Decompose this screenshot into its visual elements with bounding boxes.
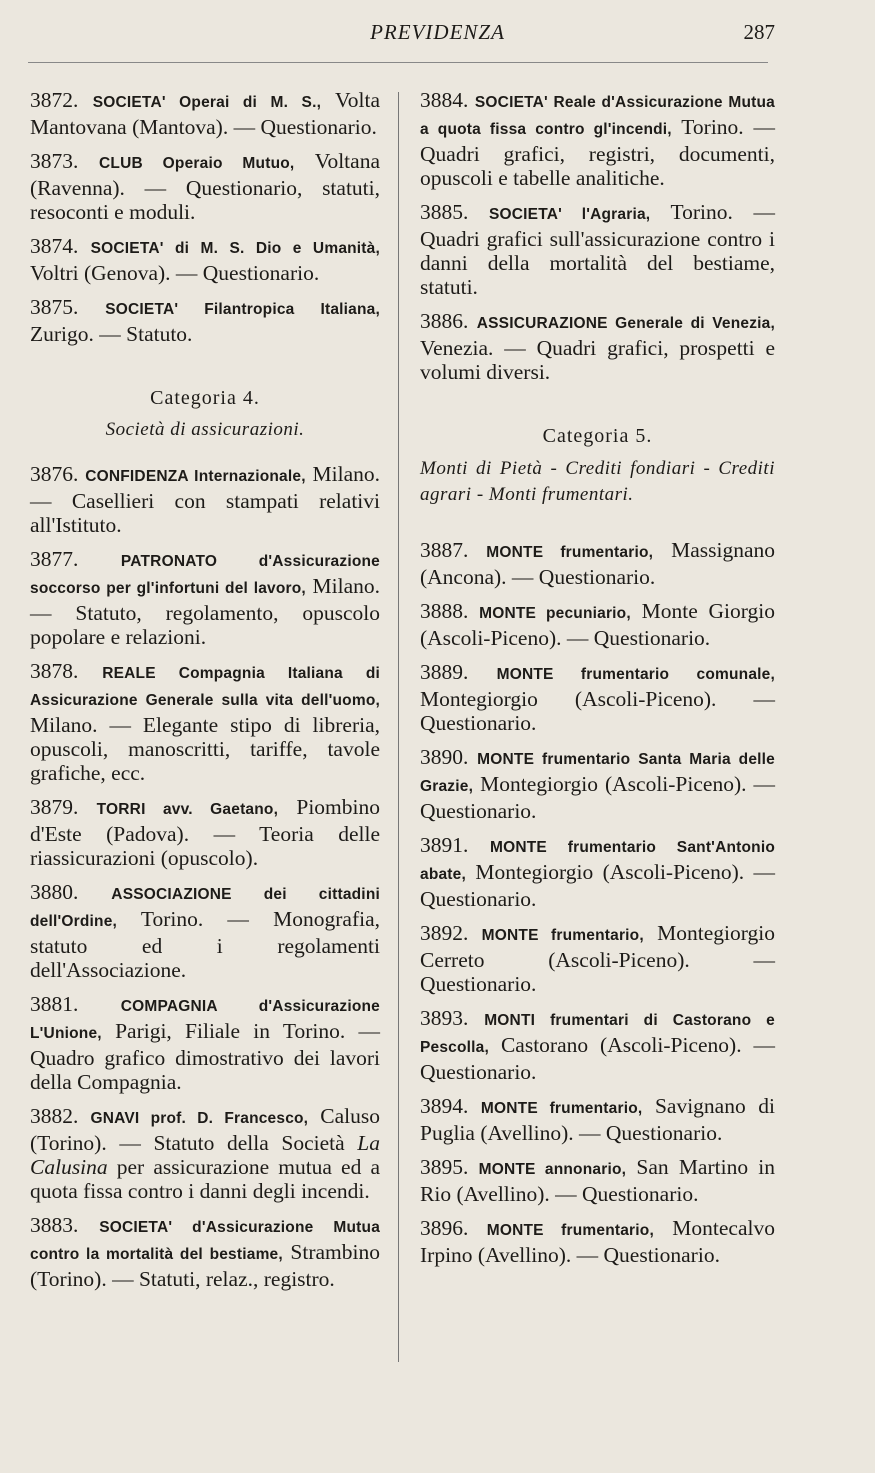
entry-text: San Martino in Rio (Avellino). — Questionario. <box>420 1155 776 1206</box>
entry-number: 3887. <box>420 538 469 562</box>
entry-italic-title: La Calusina <box>30 1131 381 1179</box>
entry-text: Milano. — Casellieri con stampati relativi all'Istituto. <box>30 462 381 537</box>
entry-name: SOCIETA' d'Assicurazione Mutua contro la mortalità del bestiame, <box>30 1219 381 1263</box>
entry-name: MONTE frumentario, <box>486 544 654 561</box>
catalog-entry <box>420 745 775 823</box>
entry-text: Caluso (Torino). — Statuto della Società <box>30 1104 381 1155</box>
entry-number: 3883. <box>30 1213 79 1237</box>
entry-name: REALE Compagnia Italiana di Assicurazione Generale sulla vita dell'uomo, <box>30 665 380 709</box>
entry-text: Parigi, Filiale in Torino. — Quadro grafico dimostrativo dei lavori della Compagnia. <box>30 1019 380 1094</box>
entry-number: 3893. <box>420 1006 469 1030</box>
entry-number: 3880. <box>30 880 79 904</box>
entry-number: 3890. <box>420 745 469 769</box>
category-heading-left: Categoria 4. <box>150 387 260 409</box>
catalog-entry <box>420 309 775 384</box>
entry-text: Milano. — Statuto, regolamento, opuscolo popolare e relazioni. <box>30 574 381 649</box>
entry-number: 3888. <box>420 599 469 623</box>
entry-number: 3877. <box>30 547 79 571</box>
entry-name: MONTE annonario, <box>478 1161 627 1178</box>
entry-text: Massignano (Ancona). — Questionario. <box>420 538 775 589</box>
entry-text: Montegiorgio (Ascoli-Piceno). — Questionario. <box>420 687 775 735</box>
running-title: PREVIDENZA <box>370 20 505 44</box>
category-heading-right: Categoria 5. <box>542 425 653 447</box>
right-entries-top <box>420 88 775 384</box>
entry-name: MONTE frumentario, <box>480 1100 643 1117</box>
entry-text: Voltri (Genova). — Questionario. <box>30 261 320 285</box>
entry-text: Montecalvo Irpino (Avellino). — Questionario. <box>420 1216 775 1267</box>
entry-number: 3881. <box>30 992 79 1016</box>
catalog-entry <box>420 1216 775 1267</box>
catalog-entry <box>30 1104 380 1203</box>
catalog-entry <box>30 295 380 346</box>
catalog-entry <box>420 660 775 735</box>
right-entries-bottom <box>420 538 775 1267</box>
entry-name: PATRONATO d'Assicurazione soccorso per gl'infortuni del lavoro, <box>30 553 380 597</box>
catalog-entry <box>420 833 775 911</box>
entry-text: Savignano di Puglia (Avellino). — Questionario. <box>420 1094 775 1145</box>
catalog-entry <box>30 880 380 982</box>
entry-number: 3896. <box>420 1216 469 1240</box>
entry-name: MONTE frumentario, <box>486 1222 654 1239</box>
right-column <box>420 88 775 1277</box>
catalog-entry <box>30 1213 380 1291</box>
entry-name: CLUB Operaio Mutuo, <box>99 155 295 172</box>
entry-name: SOCIETA' Filantropica Italiana, <box>105 301 380 318</box>
entry-text: Voltana (Ravenna). — Questionario, statuti, resoconti e moduli. <box>30 149 380 224</box>
entry-name: ASSOCIAZIONE dei cittadini dell'Ordine, <box>30 886 380 930</box>
entry-name: TORRI avv. Gaetano, <box>96 801 279 818</box>
entry-text: Torino. — Monografia, statuto ed i regolamenti dell'Associazione. <box>30 907 380 982</box>
catalog-entry <box>30 547 380 649</box>
entry-text: Strambino (Torino). — Statuti, relaz., registro. <box>30 1240 380 1291</box>
catalog-entry <box>30 234 380 285</box>
catalog-entry <box>420 88 775 190</box>
category-subheading-left: Società di assicurazioni. <box>105 419 305 440</box>
catalog-entry <box>420 200 775 299</box>
entry-name: MONTE frumentario comunale, <box>496 666 775 683</box>
entry-number: 3895. <box>420 1155 469 1179</box>
entry-number: 3891. <box>420 833 469 857</box>
entry-number: 3894. <box>420 1094 469 1118</box>
catalog-entry <box>420 1006 775 1084</box>
entry-name: SOCIETA' Reale d'Assicurazione Mutua a quota fissa contro gl'incendi, <box>420 94 776 138</box>
column-divider <box>398 92 399 1362</box>
entry-text: Volta Mantovana (Mantova). — Questionario. <box>30 88 381 139</box>
entry-number: 3878. <box>30 659 79 683</box>
entry-name: GNAVI prof. D. Francesco, <box>90 1110 309 1127</box>
catalog-entry <box>420 599 775 650</box>
entry-number: 3884. <box>420 88 469 112</box>
catalog-entry <box>30 462 380 537</box>
entry-name: MONTE frumentario Santa Maria delle Grazie, <box>420 751 776 795</box>
entry-name: MONTE frumentario Sant'Antonio abate, <box>420 839 775 883</box>
category-subheading-right: Monti di Pietà - Crediti fondiari - Crediti agrari - Monti frumentari. <box>420 458 775 505</box>
entry-number: 3879. <box>30 795 79 819</box>
entry-text: Montegiorgio (Ascoli-Piceno). — Questionario. <box>420 772 775 823</box>
entry-text: Milano. — Elegante stipo di libreria, opuscoli, manoscritti, tariffe, tavole grafiche, ecc. <box>30 713 380 785</box>
entry-name: CONFIDENZA Internazionale, <box>85 468 306 485</box>
entry-number: 3875. <box>30 295 79 319</box>
catalog-entry <box>30 795 380 870</box>
entry-text: Castorano (Ascoli-Piceno). — Questionario. <box>420 1033 775 1084</box>
left-column <box>30 88 380 1301</box>
entry-text: Montegiorgio (Ascoli-Piceno). — Questionario. <box>420 860 776 911</box>
entry-text-tail: per assicurazione mutua ed a quota fissa contro i danni degli incendi. <box>30 1155 380 1203</box>
entry-name: MONTE pecuniario, <box>479 605 631 622</box>
entry-name: ASSICURAZIONE Generale di Venezia, <box>476 315 776 332</box>
entry-number: 3889. <box>420 660 469 684</box>
catalog-entry <box>420 1155 775 1206</box>
entry-number: 3886. <box>420 309 469 333</box>
left-entries-top <box>30 88 380 346</box>
entry-name: COMPAGNIA d'Assicurazione L'Unione, <box>30 998 380 1042</box>
entry-name: MONTI frumentari di Castorano e Pescolla, <box>420 1012 775 1056</box>
entry-text: Piombino d'Este (Padova). — Teoria delle riassicurazioni (opuscolo). <box>30 795 381 870</box>
catalog-entry <box>420 1094 775 1145</box>
entry-number: 3892. <box>420 921 469 945</box>
entry-text: Torino. — Quadri grafici, registri, documenti, opuscoli e tabelle analitiche. <box>420 115 775 190</box>
page-number: 287 <box>743 20 775 44</box>
catalog-entry <box>30 659 380 785</box>
entry-name: SOCIETA' Operai di M. S., <box>92 94 322 111</box>
entry-number: 3873. <box>30 149 79 173</box>
entry-number: 3874. <box>30 234 79 258</box>
header-rule <box>28 62 768 63</box>
catalog-entry <box>30 992 380 1094</box>
entry-number: 3882. <box>30 1104 79 1128</box>
entry-name: SOCIETA' l'Agraria, <box>488 206 651 223</box>
entry-name: SOCIETA' di M. S. Dio e Umanità, <box>90 240 380 257</box>
catalog-entry <box>30 149 380 224</box>
entry-number: 3876. <box>30 462 79 486</box>
entry-text: Torino. — Quadri grafici sull'assicurazione contro i danni della mortalità del bestiame, statuti. <box>420 200 775 299</box>
entry-name: MONTE frumentario, <box>481 927 644 944</box>
entry-text: Zurigo. — Statuto. <box>30 322 193 346</box>
entry-number: 3872. <box>30 88 79 112</box>
catalog-entry <box>420 921 775 996</box>
entry-text: Montegiorgio Cerreto (Ascoli-Piceno). — Questionario. <box>420 921 775 996</box>
page-header <box>0 18 875 58</box>
entry-number: 3885. <box>420 200 469 224</box>
entry-text: Venezia. — Quadri grafici, prospetti e volumi diversi. <box>420 336 775 384</box>
entry-text: Monte Giorgio (Ascoli-Piceno). — Questionario. <box>420 599 775 650</box>
left-entries-bottom <box>30 462 380 1291</box>
catalog-entry <box>30 88 380 139</box>
catalog-entry <box>420 538 775 589</box>
